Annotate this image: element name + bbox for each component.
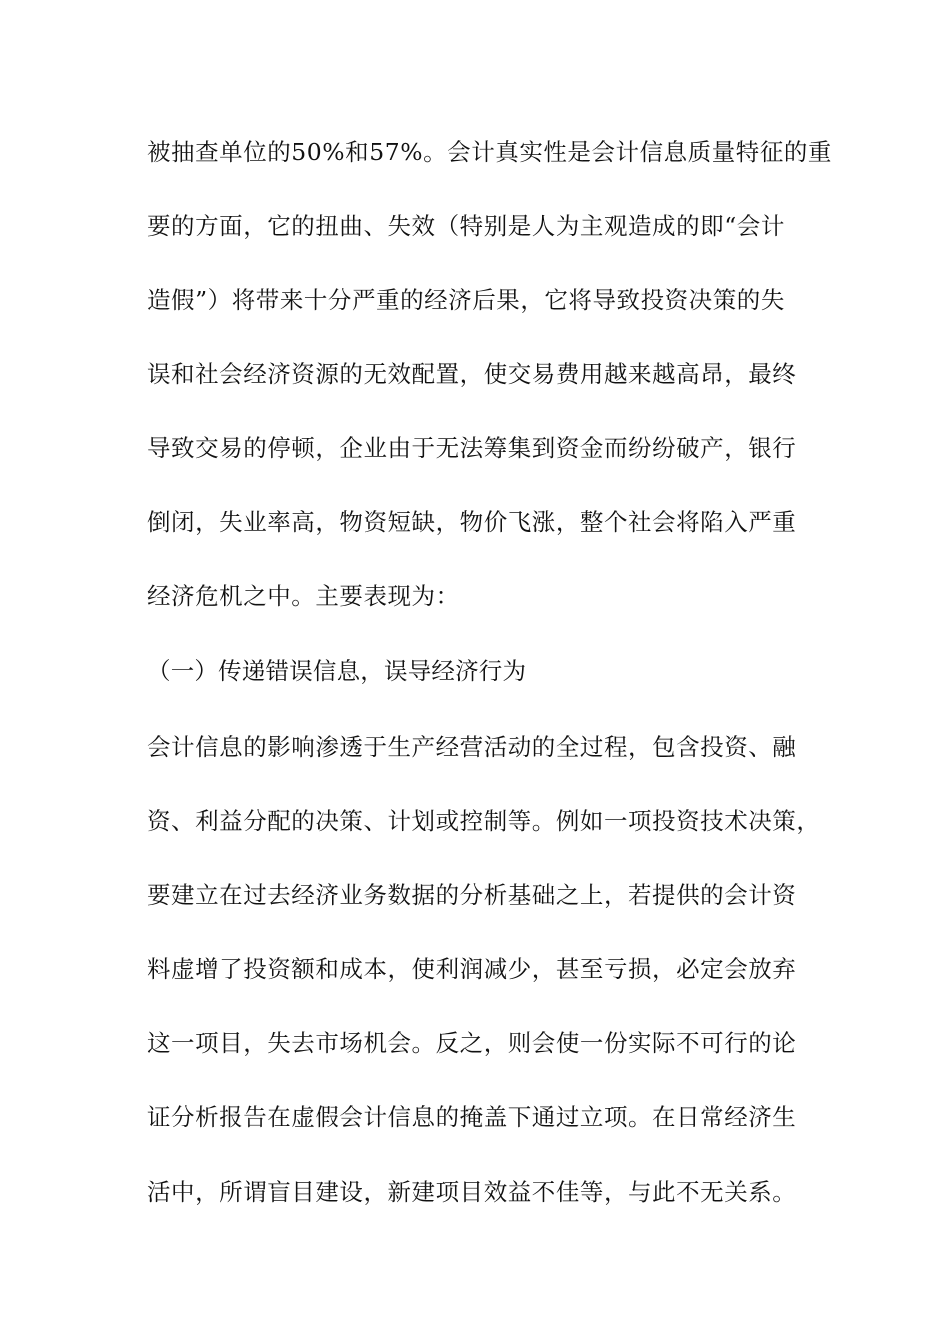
paragraph-line-12: 料虚增了投资额和成本，使利润减少，甚至亏损，必定会放弃 [147,955,797,983]
paragraph-line-10: 资、利益分配的决策、计划或控制等。例如一项投资技术决策， [147,807,821,835]
paragraph-line-5: 导致交易的停顿，企业由于无法筹集到资金而纷纷破产，银行 [147,434,797,462]
paragraph-line-4: 误和社会经济资源的无效配置，使交易费用越来越高昂，最终 [147,360,797,388]
paragraph-line-9: 会计信息的影响渗透于生产经营活动的全过程，包含投资、融 [147,733,797,761]
paragraph-line-7: 经济危机之中。主要表现为： [147,582,460,610]
paragraph-line-15: 活中，所谓盲目建设，新建项目效益不佳等，与此不无关系。 [147,1178,797,1206]
paragraph-line-14: 证分析报告在虚假会计信息的掩盖下通过立项。在日常经济生 [147,1103,797,1131]
paragraph-line-11: 要建立在过去经济业务数据的分析基础之上，若提供的会计资 [147,881,797,909]
section-heading: （一）传递错误信息，误导经济行为 [147,657,527,685]
paragraph-line-1: 被抽查单位的50%和57%。会计真实性是会计信息质量特征的重 [147,138,832,166]
paragraph-line-13: 这一项目，失去市场机会。反之，则会使一份实际不可行的论 [147,1029,797,1057]
paragraph-line-2: 要的方面，它的扭曲、失效（特别是人为主观造成的即“会计 [147,212,785,240]
paragraph-line-6: 倒闭，失业率高，物资短缺，物价飞涨，整个社会将陷入严重 [147,508,797,536]
paragraph-line-3: 造假”）将带来十分严重的经济后果，它将导致投资决策的失 [147,286,785,314]
